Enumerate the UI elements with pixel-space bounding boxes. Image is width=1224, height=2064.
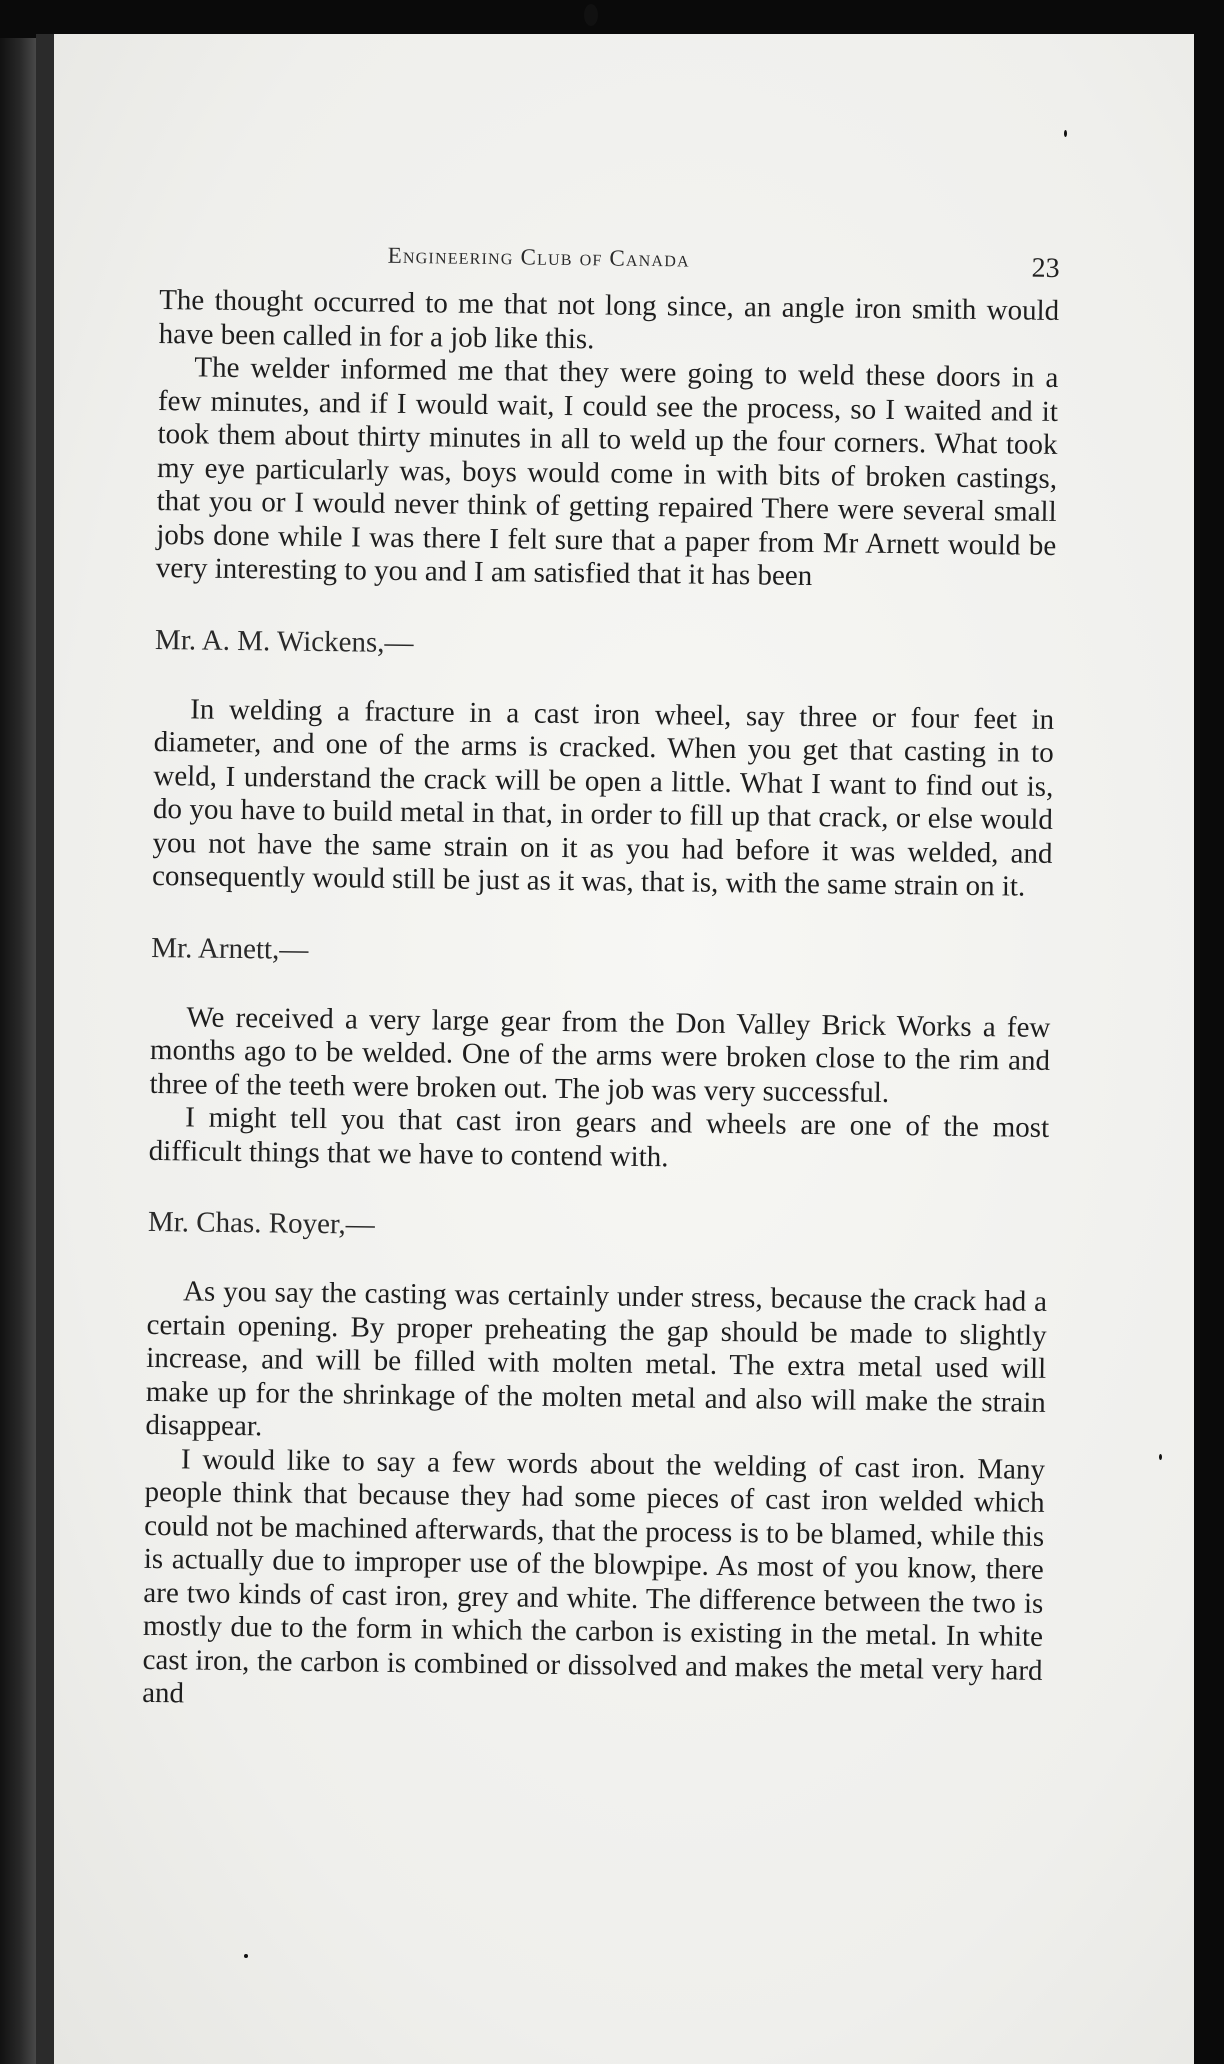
running-title: Engineering Club of Canada xyxy=(387,242,690,272)
paragraph: The thought occurred to me that not long since, an angle iron smith would have been called in for a job like this. xyxy=(158,283,1060,355)
page-number: 23 xyxy=(1031,252,1060,284)
paragraph: As you say the casting was certainly under stress, because the crack had a certain opening. By proper preheating the gap should be made to slightly increase, and will be filled with molten metal. The extra metal used will make up for the shrinkage of the molten metal and also will make the strain disappear. xyxy=(145,1275,1048,1443)
paragraph: The welder informed me that they were going to weld these doors in a few minutes, and if I would wait, I could see the process, so I waited and it took them about thirty minutes in all to weld up the four corners. What took my eye particularly was, boys would come in with bits of broken castings, that you or I would never think of getting repaired There were several small jobs done while I was there I felt sure that a paper from Mr Arnett would be very interesting to you and I am satisfied that it has been xyxy=(155,351,1059,592)
paragraph: I might tell you that cast iron gears and wheels are one of the most difficult things that we have to contend with. xyxy=(148,1101,1050,1173)
speaker-heading: Mr. Arnett,— xyxy=(151,931,309,966)
speaker-heading: Mr. Chas. Royer,— xyxy=(147,1205,375,1241)
speaker-heading: Mr. A. M. Wickens,— xyxy=(154,623,414,659)
scan-speck xyxy=(584,4,598,26)
paragraph: I would like to say a few words about the welding of cast iron. Many people think that because they had some pieces of cast iron welded which could not be machined afterwards, that the process is to be blamed, while this is actually due to improper use of the blowpipe. As most of you know, there are two kinds of cast iron, grey and white. The difference between the two is mostly due to the form in which the carbon is existing in the metal. In white cast iron, the carbon is combined or dissolved and makes the metal very hard and xyxy=(141,1442,1046,1710)
scan-speck xyxy=(1064,130,1067,137)
paragraph: We received a very large gear from the Don Valley Brick Works a few months ago to be welded. One of the arms were broken close to the rim and three of the teeth were broken out. The job was very successful. xyxy=(149,1000,1051,1109)
book-page xyxy=(36,34,1194,2064)
scan-speck xyxy=(244,1954,248,1958)
scan-speck xyxy=(1159,1454,1162,1460)
paragraph: In welding a fracture in a cast iron wheel, say three or four feet in diameter, and one of the arms is cracked. When you get that casting in to weld, I understand the crack will be open a little. What I want to find out is, do you have to build metal in that, in order to fill up that crack, or else would you not have the same strain on it as you had before it was welded, and consequently would still be just as it was, that is, with the same strain on it. xyxy=(151,692,1055,903)
page-content xyxy=(142,234,1060,1721)
